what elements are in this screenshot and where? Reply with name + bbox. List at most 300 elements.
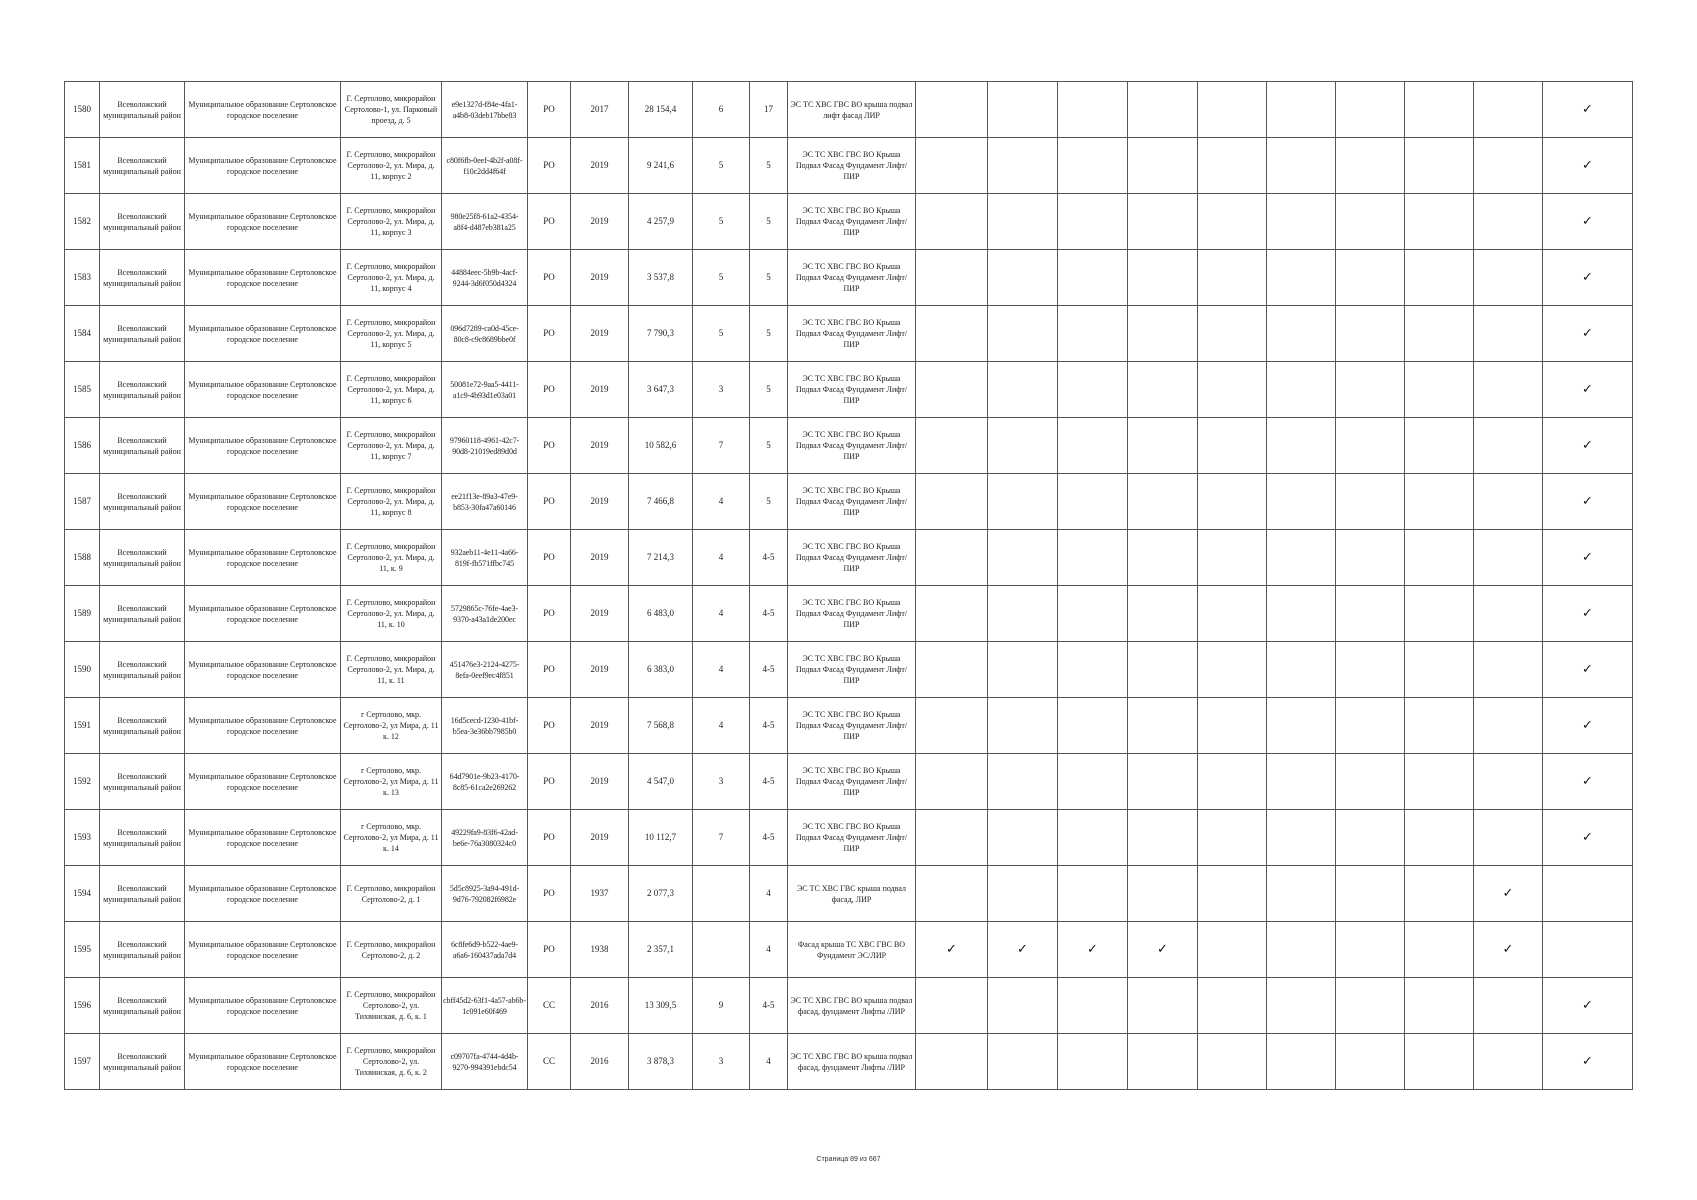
check-mark-icon: ✓ xyxy=(1582,830,1593,845)
page-footer: Страница 89 из 667 xyxy=(816,1156,881,1163)
check-cell-9 xyxy=(1474,306,1543,362)
year-cell: 2019 xyxy=(571,810,629,866)
municipality-cell: Муниципальное образование Сертоловское городское поселение xyxy=(185,82,341,138)
check-cell-8 xyxy=(1405,754,1474,810)
address-cell: Г. Сертолово, микрорайон Сертолово-2, ул. Мира, д. 11, корпус 5 xyxy=(341,306,442,362)
year-cell: 2019 xyxy=(571,250,629,306)
check-mark-icon: ✓ xyxy=(1582,326,1593,341)
check-cell-4 xyxy=(1128,922,1198,978)
check-cell-8 xyxy=(1405,138,1474,194)
check-cell-5 xyxy=(1198,418,1267,474)
house-code-cell: 096d7289-ca0d-45ce-80c8-c9c8689bbe0f xyxy=(442,306,528,362)
floors-cell: 3 xyxy=(693,754,750,810)
check-cell-2 xyxy=(988,474,1058,530)
address-cell: Г. Сертолово, микрорайон Сертолово-2, ул. Тихвинская, д. 6, к. 2 xyxy=(341,1034,442,1090)
district-cell: Всеволожский муниципальный район xyxy=(100,138,185,194)
row-number: 1580 xyxy=(65,82,100,138)
floors-cell: 5 xyxy=(693,138,750,194)
municipality-cell: Муниципальное образование Сертоловское городское поселение xyxy=(185,250,341,306)
floors-cell: 3 xyxy=(693,362,750,418)
check-cell-5 xyxy=(1198,754,1267,810)
check-cell-1 xyxy=(916,642,988,698)
check-cell-2 xyxy=(988,978,1058,1034)
works-cell: ЭС ТС ХВС ГВС ВО Крыша Подвал Фасад Фундамент Лифт/ ПИР xyxy=(788,306,916,362)
house-code-cell: 97960118-4961-42c7-90d8-21019ed89d0d xyxy=(442,418,528,474)
category-cell: 5 xyxy=(750,194,788,250)
check-mark-icon: ✓ xyxy=(1582,382,1593,397)
district-cell: Всеволожский муниципальный район xyxy=(100,642,185,698)
municipality-cell: Муниципальное образование Сертоловское городское поселение xyxy=(185,530,341,586)
municipality-cell: Муниципальное образование Сертоловское городское поселение xyxy=(185,754,341,810)
check-cell-9 xyxy=(1474,530,1543,586)
municipality-cell: Муниципальное образование Сертоловское городское поселение xyxy=(185,586,341,642)
area-cell: 3 537,8 xyxy=(629,250,693,306)
works-cell: ЭС ТС ХВС ГВС ВО Крыша Подвал Фасад Фундамент Лифт/ ПИР xyxy=(788,250,916,306)
type-cell: РО xyxy=(528,474,571,530)
check-cell-3 xyxy=(1058,530,1128,586)
check-cell-10 xyxy=(1543,474,1633,530)
works-cell: ЭС ТС ХВС ГВС ВО Крыша Подвал Фасад Фундамент Лифт/ ПИР xyxy=(788,418,916,474)
check-cell-3 xyxy=(1058,194,1128,250)
district-cell: Всеволожский муниципальный район xyxy=(100,586,185,642)
type-cell: СС xyxy=(528,978,571,1034)
check-mark-icon: ✓ xyxy=(1582,718,1593,733)
table-row xyxy=(65,362,1633,418)
check-cell-9 xyxy=(1474,586,1543,642)
check-cell-2 xyxy=(988,306,1058,362)
check-cell-3 xyxy=(1058,82,1128,138)
district-cell: Всеволожский муниципальный район xyxy=(100,418,185,474)
address-cell: г Сертолово, мкр. Сертолово-2, ул Мира, д. 11 к. 14 xyxy=(341,810,442,866)
check-cell-5 xyxy=(1198,530,1267,586)
check-cell-4 xyxy=(1128,362,1198,418)
year-cell: 2019 xyxy=(571,698,629,754)
area-cell: 4 257,9 xyxy=(629,194,693,250)
floors-cell: 3 xyxy=(693,1034,750,1090)
check-cell-8 xyxy=(1405,250,1474,306)
check-cell-10 xyxy=(1543,138,1633,194)
check-cell-10 xyxy=(1543,250,1633,306)
type-cell: РО xyxy=(528,138,571,194)
check-cell-7 xyxy=(1336,474,1405,530)
year-cell: 1937 xyxy=(571,866,629,922)
check-cell-4 xyxy=(1128,810,1198,866)
row-number: 1588 xyxy=(65,530,100,586)
check-cell-4 xyxy=(1128,1034,1198,1090)
check-mark-icon: ✓ xyxy=(1582,494,1593,509)
address-cell: Г. Сертолово, микрорайон Сертолово-2, ул. Мира, д. 11, корпус 8 xyxy=(341,474,442,530)
floors-cell: 5 xyxy=(693,194,750,250)
year-cell: 1938 xyxy=(571,922,629,978)
check-cell-9 xyxy=(1474,866,1543,922)
municipality-cell: Муниципальное образование Сертоловское городское поселение xyxy=(185,306,341,362)
check-cell-2 xyxy=(988,1034,1058,1090)
floors-cell: 7 xyxy=(693,810,750,866)
municipality-cell: Муниципальное образование Сертоловское городское поселение xyxy=(185,642,341,698)
year-cell: 2019 xyxy=(571,474,629,530)
check-cell-6 xyxy=(1267,866,1336,922)
check-cell-4 xyxy=(1128,866,1198,922)
check-cell-7 xyxy=(1336,866,1405,922)
check-cell-9 xyxy=(1474,418,1543,474)
floors-cell: 7 xyxy=(693,418,750,474)
district-cell: Всеволожский муниципальный район xyxy=(100,1034,185,1090)
check-cell-9 xyxy=(1474,698,1543,754)
table-row xyxy=(65,250,1633,306)
municipality-cell: Муниципальное образование Сертоловское городское поселение xyxy=(185,698,341,754)
district-cell: Всеволожский муниципальный район xyxy=(100,362,185,418)
check-cell-6 xyxy=(1267,530,1336,586)
check-mark-icon: ✓ xyxy=(1157,942,1168,957)
check-mark-icon: ✓ xyxy=(1582,158,1593,173)
year-cell: 2016 xyxy=(571,978,629,1034)
check-cell-2 xyxy=(988,82,1058,138)
category-cell: 4-5 xyxy=(750,754,788,810)
works-cell: ЭС ТС ХВС ГВС ВО Крыша Подвал Фасад Фундамент Лифт/ ПИР xyxy=(788,194,916,250)
house-code-cell: 50081e72-9aa5-4411-a1c9-4b93d1e03a01 xyxy=(442,362,528,418)
check-cell-3 xyxy=(1058,978,1128,1034)
floors-cell: 4 xyxy=(693,642,750,698)
category-cell: 4-5 xyxy=(750,978,788,1034)
check-cell-5 xyxy=(1198,810,1267,866)
address-cell: Г. Сертолово, микрорайон Сертолово-2, ул. Мира, д. 11, корпус 2 xyxy=(341,138,442,194)
check-cell-2 xyxy=(988,866,1058,922)
check-cell-5 xyxy=(1198,138,1267,194)
check-cell-8 xyxy=(1405,978,1474,1034)
check-cell-6 xyxy=(1267,810,1336,866)
house-code-cell: ee21f13e-89a3-47e9-b853-30fa47a60146 xyxy=(442,474,528,530)
row-number: 1582 xyxy=(65,194,100,250)
check-cell-3 xyxy=(1058,474,1128,530)
district-cell: Всеволожский муниципальный район xyxy=(100,306,185,362)
row-number: 1594 xyxy=(65,866,100,922)
check-cell-5 xyxy=(1198,586,1267,642)
check-cell-3 xyxy=(1058,362,1128,418)
floors-cell xyxy=(693,922,750,978)
address-cell: Г. Сертолово, микрорайон Сертолово-1, ул. Парковый проезд, д. 5 xyxy=(341,82,442,138)
house-code-cell: c80f6fb-0eef-4b2f-a08f-f10c2dd4f64f xyxy=(442,138,528,194)
check-cell-4 xyxy=(1128,530,1198,586)
check-cell-9 xyxy=(1474,138,1543,194)
works-cell: ЭС ТС ХВС ГВС ВО Крыша Подвал Фасад Фундамент Лифт/ ПИР xyxy=(788,530,916,586)
area-cell: 3 878,3 xyxy=(629,1034,693,1090)
check-cell-2 xyxy=(988,922,1058,978)
check-cell-5 xyxy=(1198,922,1267,978)
works-cell: ЭС ТС ХВС ГВС ВО Крыша Подвал Фасад Фундамент Лифт/ ПИР xyxy=(788,362,916,418)
check-cell-5 xyxy=(1198,1034,1267,1090)
check-mark-icon: ✓ xyxy=(946,942,957,957)
house-code-cell: 5729865c-76fe-4ae3-9370-a43a1de200ec xyxy=(442,586,528,642)
check-cell-10 xyxy=(1543,418,1633,474)
check-mark-icon: ✓ xyxy=(1017,942,1028,957)
type-cell: РО xyxy=(528,698,571,754)
area-cell: 4 547,0 xyxy=(629,754,693,810)
check-cell-7 xyxy=(1336,82,1405,138)
check-cell-6 xyxy=(1267,586,1336,642)
table-row xyxy=(65,642,1633,698)
floors-cell xyxy=(693,866,750,922)
floors-cell: 5 xyxy=(693,250,750,306)
row-number: 1585 xyxy=(65,362,100,418)
type-cell: РО xyxy=(528,362,571,418)
check-mark-icon: ✓ xyxy=(1582,606,1593,621)
check-cell-2 xyxy=(988,586,1058,642)
category-cell: 4-5 xyxy=(750,810,788,866)
row-number: 1597 xyxy=(65,1034,100,1090)
type-cell: РО xyxy=(528,194,571,250)
check-cell-5 xyxy=(1198,362,1267,418)
check-cell-10 xyxy=(1543,810,1633,866)
check-cell-2 xyxy=(988,698,1058,754)
row-number: 1581 xyxy=(65,138,100,194)
check-cell-8 xyxy=(1405,698,1474,754)
floors-cell: 4 xyxy=(693,586,750,642)
check-mark-icon: ✓ xyxy=(1582,438,1593,453)
check-cell-2 xyxy=(988,194,1058,250)
check-cell-10 xyxy=(1543,530,1633,586)
municipality-cell: Муниципальное образование Сертоловское городское поселение xyxy=(185,474,341,530)
check-cell-8 xyxy=(1405,866,1474,922)
check-cell-1 xyxy=(916,586,988,642)
year-cell: 2019 xyxy=(571,194,629,250)
year-cell: 2019 xyxy=(571,530,629,586)
house-code-cell: 451476e3-2124-4275-8efa-0eef9ec4f851 xyxy=(442,642,528,698)
category-cell: 4 xyxy=(750,1034,788,1090)
check-cell-9 xyxy=(1474,1034,1543,1090)
works-cell: Фасад крыша ТС ХВС ГВС ВО Фундамент ЭС/ЛИР xyxy=(788,922,916,978)
row-number: 1592 xyxy=(65,754,100,810)
district-cell: Всеволожский муниципальный район xyxy=(100,82,185,138)
check-cell-7 xyxy=(1336,362,1405,418)
row-number: 1584 xyxy=(65,306,100,362)
municipality-cell: Муниципальное образование Сертоловское городское поселение xyxy=(185,978,341,1034)
check-cell-8 xyxy=(1405,194,1474,250)
year-cell: 2019 xyxy=(571,362,629,418)
table-row xyxy=(65,306,1633,362)
check-mark-icon: ✓ xyxy=(1582,998,1593,1013)
check-cell-7 xyxy=(1336,306,1405,362)
address-cell: Г. Сертолово, микрорайон Сертолово-2, д. 2 xyxy=(341,922,442,978)
house-code-cell: 16d5cecd-1230-41bf-b5ea-3e36bb7985b0 xyxy=(442,698,528,754)
address-cell: г Сертолово, мкр. Сертолово-2, ул Мира, д. 11 к. 12 xyxy=(341,698,442,754)
type-cell: РО xyxy=(528,642,571,698)
check-cell-7 xyxy=(1336,138,1405,194)
district-cell: Всеволожский муниципальный район xyxy=(100,978,185,1034)
check-cell-1 xyxy=(916,978,988,1034)
check-cell-1 xyxy=(916,866,988,922)
table-row xyxy=(65,978,1633,1034)
check-cell-5 xyxy=(1198,82,1267,138)
area-cell: 6 383,0 xyxy=(629,642,693,698)
check-cell-7 xyxy=(1336,922,1405,978)
area-cell: 7 214,3 xyxy=(629,530,693,586)
check-mark-icon: ✓ xyxy=(1582,1054,1593,1069)
area-cell: 10 112,7 xyxy=(629,810,693,866)
check-cell-3 xyxy=(1058,698,1128,754)
house-code-cell: 6c8fe6d9-b522-4ae9-a6a6-160437ada7d4 xyxy=(442,922,528,978)
area-cell: 6 483,0 xyxy=(629,586,693,642)
floors-cell: 4 xyxy=(693,530,750,586)
floors-cell: 9 xyxy=(693,978,750,1034)
check-cell-1 xyxy=(916,418,988,474)
check-cell-3 xyxy=(1058,866,1128,922)
check-cell-8 xyxy=(1405,810,1474,866)
check-cell-2 xyxy=(988,642,1058,698)
check-cell-7 xyxy=(1336,250,1405,306)
check-cell-10 xyxy=(1543,82,1633,138)
check-cell-8 xyxy=(1405,922,1474,978)
works-cell: ЭС ТС ХВС ГВС ВО Крыша Подвал Фасад Фундамент Лифт/ ПИР xyxy=(788,474,916,530)
house-code-cell: 980e25f8-61a2-4354-a8f4-d487eb381a25 xyxy=(442,194,528,250)
type-cell: СС xyxy=(528,1034,571,1090)
category-cell: 5 xyxy=(750,474,788,530)
year-cell: 2019 xyxy=(571,642,629,698)
type-cell: РО xyxy=(528,754,571,810)
check-cell-5 xyxy=(1198,698,1267,754)
check-cell-1 xyxy=(916,698,988,754)
category-cell: 5 xyxy=(750,138,788,194)
check-mark-icon: ✓ xyxy=(1502,942,1514,957)
check-cell-3 xyxy=(1058,810,1128,866)
address-cell: Г. Сертолово, микрорайон Сертолово-2, ул. Мира, д. 11, корпус 4 xyxy=(341,250,442,306)
check-cell-1 xyxy=(916,138,988,194)
check-cell-6 xyxy=(1267,306,1336,362)
works-cell: ЭС ТС ХВС ГВС ВО крыша подвал фасад, фундамент Лифты /ЛИР xyxy=(788,1034,916,1090)
works-cell: ЭС ТС ХВС ГВС ВО Крыша Подвал Фасад Фундамент Лифт/ ПИР xyxy=(788,642,916,698)
check-mark-icon: ✓ xyxy=(1582,662,1593,677)
check-cell-8 xyxy=(1405,82,1474,138)
year-cell: 2019 xyxy=(571,586,629,642)
row-number: 1596 xyxy=(65,978,100,1034)
check-cell-1 xyxy=(916,530,988,586)
year-cell: 2019 xyxy=(571,418,629,474)
check-cell-6 xyxy=(1267,1034,1336,1090)
row-number: 1587 xyxy=(65,474,100,530)
check-cell-6 xyxy=(1267,418,1336,474)
table-row xyxy=(65,194,1633,250)
house-code-cell: 64d7901e-9b23-4170-8c85-61ca2e269262 xyxy=(442,754,528,810)
year-cell: 2019 xyxy=(571,754,629,810)
table-row xyxy=(65,530,1633,586)
check-cell-4 xyxy=(1128,642,1198,698)
year-cell: 2019 xyxy=(571,138,629,194)
check-cell-7 xyxy=(1336,642,1405,698)
category-cell: 4 xyxy=(750,922,788,978)
check-cell-6 xyxy=(1267,698,1336,754)
area-cell: 3 647,3 xyxy=(629,362,693,418)
table-row xyxy=(65,82,1633,138)
check-cell-1 xyxy=(916,474,988,530)
works-cell: ЭС ТС ХВС ГВС ВО Крыша Подвал Фасад Фундамент Лифт/ ПИР xyxy=(788,138,916,194)
district-cell: Всеволожский муниципальный район xyxy=(100,474,185,530)
check-cell-5 xyxy=(1198,642,1267,698)
check-cell-3 xyxy=(1058,1034,1128,1090)
check-cell-7 xyxy=(1336,698,1405,754)
house-code-cell: e9e1327d-f84e-4fa1-a4b8-03deb17bbe83 xyxy=(442,82,528,138)
check-cell-6 xyxy=(1267,978,1336,1034)
check-cell-7 xyxy=(1336,194,1405,250)
check-cell-10 xyxy=(1543,306,1633,362)
check-cell-7 xyxy=(1336,1034,1405,1090)
check-mark-icon: ✓ xyxy=(1582,774,1593,789)
table-row xyxy=(65,754,1633,810)
works-cell: ЭС ТС ХВС ГВС ВО Крыша Подвал Фасад Фундамент Лифт/ ПИР xyxy=(788,698,916,754)
check-cell-1 xyxy=(916,194,988,250)
table-row xyxy=(65,418,1633,474)
works-cell: ЭС ТС ХВС ГВС ВО крыша подвал фасад, фундамент Лифты /ЛИР xyxy=(788,978,916,1034)
area-cell: 10 582,6 xyxy=(629,418,693,474)
check-cell-1 xyxy=(916,82,988,138)
check-cell-6 xyxy=(1267,642,1336,698)
check-cell-5 xyxy=(1198,194,1267,250)
check-cell-9 xyxy=(1474,194,1543,250)
check-cell-1 xyxy=(916,250,988,306)
floors-cell: 6 xyxy=(693,82,750,138)
municipality-cell: Муниципальное образование Сертоловское городское поселение xyxy=(185,418,341,474)
check-cell-6 xyxy=(1267,922,1336,978)
area-cell: 28 154,4 xyxy=(629,82,693,138)
category-cell: 4-5 xyxy=(750,530,788,586)
check-cell-10 xyxy=(1543,698,1633,754)
check-mark-icon: ✓ xyxy=(1582,214,1593,229)
check-cell-8 xyxy=(1405,418,1474,474)
check-cell-4 xyxy=(1128,978,1198,1034)
check-cell-9 xyxy=(1474,362,1543,418)
works-cell: ЭС ТС ХВС ГВС ВО Крыша Подвал Фасад Фундамент Лифт/ ПИР xyxy=(788,754,916,810)
check-cell-6 xyxy=(1267,194,1336,250)
check-cell-4 xyxy=(1128,82,1198,138)
check-cell-7 xyxy=(1336,418,1405,474)
municipality-cell: Муниципальное образование Сертоловское городское поселение xyxy=(185,866,341,922)
check-cell-4 xyxy=(1128,586,1198,642)
row-number: 1590 xyxy=(65,642,100,698)
check-cell-10 xyxy=(1543,978,1633,1034)
table-row xyxy=(65,810,1633,866)
house-code-cell: cbff45d2-63f1-4a57-ab6b-1c091e60f469 xyxy=(442,978,528,1034)
year-cell: 2017 xyxy=(571,82,629,138)
category-cell: 5 xyxy=(750,418,788,474)
row-number: 1583 xyxy=(65,250,100,306)
address-cell: Г. Сертолово, микрорайон Сертолово-2, д. 1 xyxy=(341,866,442,922)
check-cell-4 xyxy=(1128,250,1198,306)
check-cell-6 xyxy=(1267,754,1336,810)
table-row xyxy=(65,474,1633,530)
check-cell-1 xyxy=(916,1034,988,1090)
check-cell-1 xyxy=(916,362,988,418)
check-cell-4 xyxy=(1128,138,1198,194)
check-cell-3 xyxy=(1058,754,1128,810)
district-cell: Всеволожский муниципальный район xyxy=(100,810,185,866)
municipality-cell: Муниципальное образование Сертоловское городское поселение xyxy=(185,362,341,418)
municipality-cell: Муниципальное образование Сертоловское городское поселение xyxy=(185,922,341,978)
type-cell: РО xyxy=(528,250,571,306)
floors-cell: 4 xyxy=(693,698,750,754)
check-cell-5 xyxy=(1198,250,1267,306)
check-cell-2 xyxy=(988,530,1058,586)
check-cell-2 xyxy=(988,418,1058,474)
check-cell-7 xyxy=(1336,586,1405,642)
check-cell-9 xyxy=(1474,642,1543,698)
check-cell-3 xyxy=(1058,642,1128,698)
type-cell: РО xyxy=(528,586,571,642)
municipality-cell: Муниципальное образование Сертоловское городское поселение xyxy=(185,194,341,250)
area-cell: 2 357,1 xyxy=(629,922,693,978)
check-cell-10 xyxy=(1543,922,1633,978)
check-cell-10 xyxy=(1543,362,1633,418)
municipality-cell: Муниципальное образование Сертоловское городское поселение xyxy=(185,810,341,866)
category-cell: 5 xyxy=(750,306,788,362)
address-cell: г Сертолово, мкр. Сертолово-2, ул Мира, д. 11 к. 13 xyxy=(341,754,442,810)
